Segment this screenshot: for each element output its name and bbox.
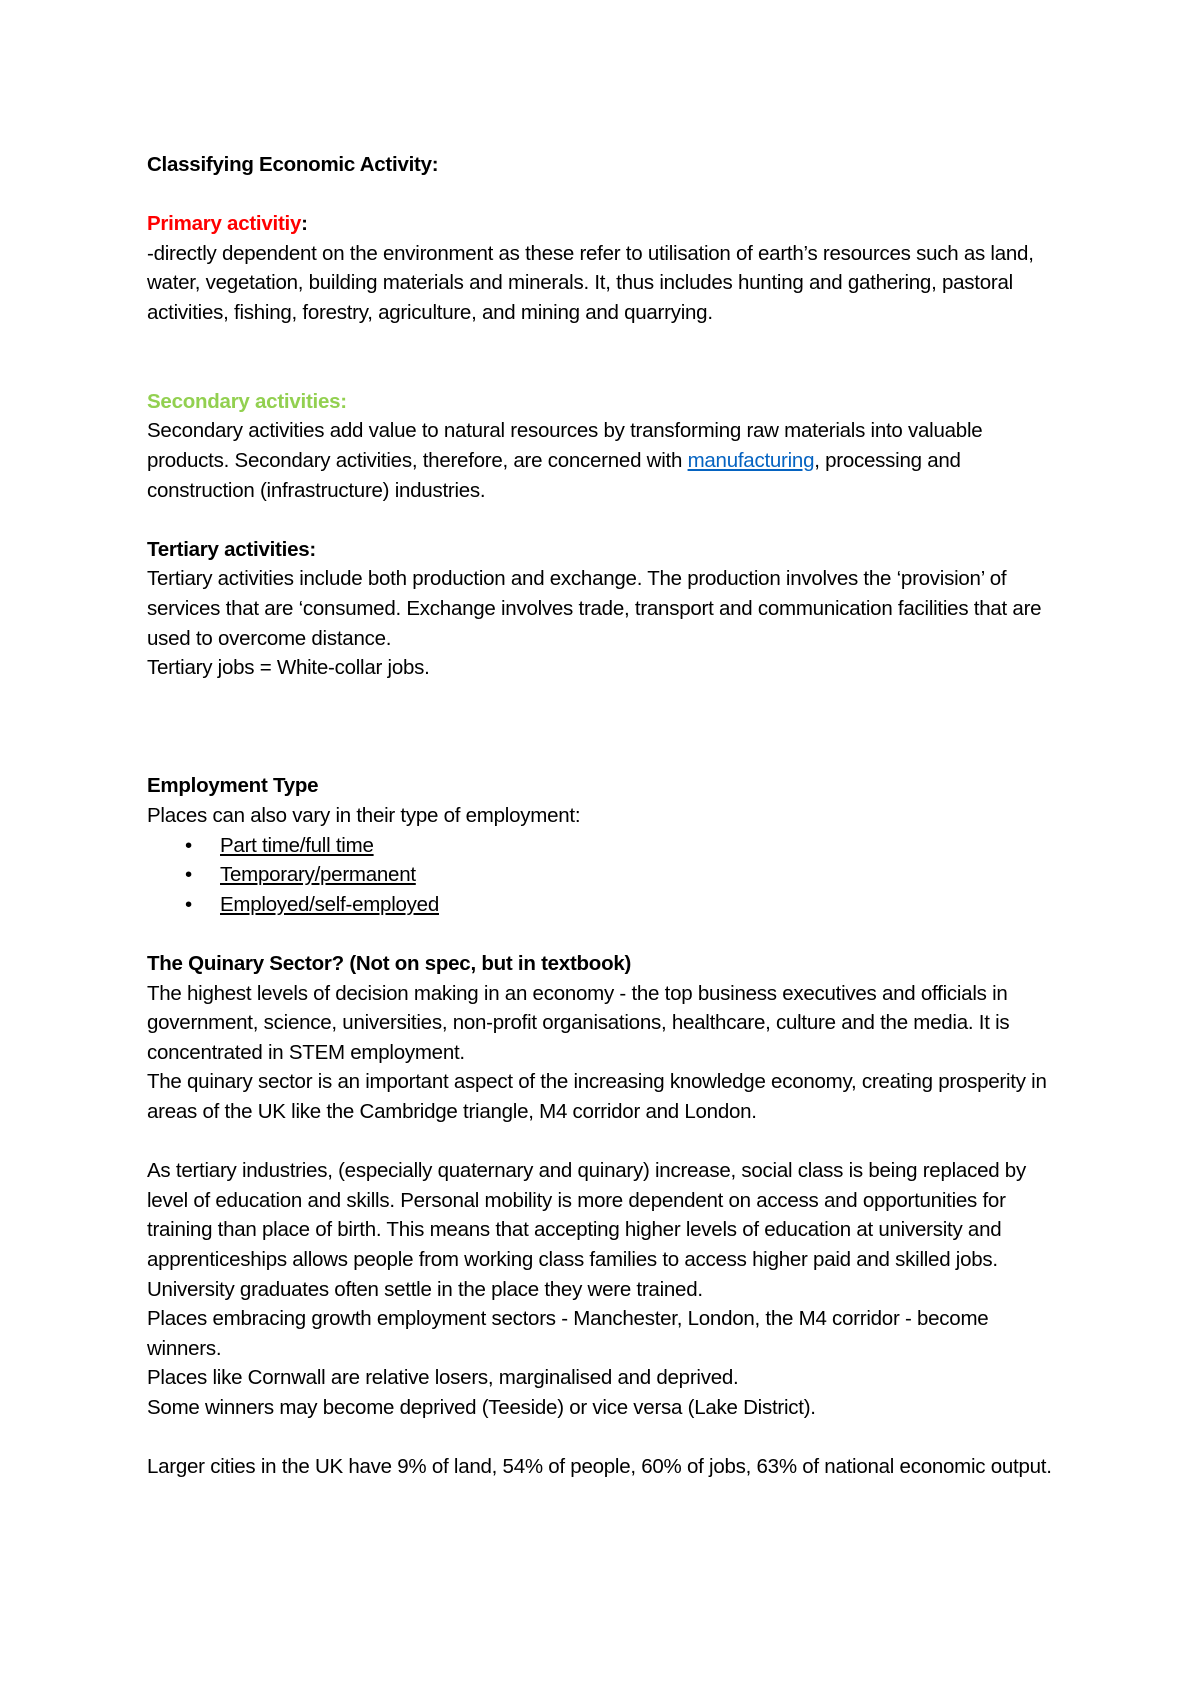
document-body <box>147 150 1067 1482</box>
bullet-icon: • <box>185 863 192 887</box>
spacer <box>147 505 1067 535</box>
social-paragraph-2: Places embracing growth employment sectors - Manchester, London, the M4 corridor - become winners. <box>147 1307 989 1360</box>
spacer <box>147 1423 1067 1453</box>
manufacturing-link[interactable]: manufacturing <box>687 448 815 472</box>
secondary-heading: Secondary activities: <box>147 389 347 413</box>
employment-list <box>147 831 1067 920</box>
employment-intro: Places can also vary in their type of employment: <box>147 804 581 828</box>
social-paragraph-1: As tertiary industries, (especially quaternary and quinary) increase, social class is being replaced by level of education and skills. Personal mobility is more dependent on access and opportunities for training than place of birth. This means that accepting higher levels of education at university and apprenticeships allows people from working class families to access higher paid and skilled jobs. University graduates often settle in the place they were trained. <box>147 1159 1026 1301</box>
spacer <box>147 1127 1067 1157</box>
bullet-icon: • <box>185 892 192 916</box>
list-item <box>147 831 1067 861</box>
secondary-body-tail: , processing and construction (infrastructure) industries. <box>147 448 961 502</box>
list-item-text: Part time/full time <box>220 833 374 857</box>
social-paragraph-3: Places like Cornwall are relative losers, marginalised and deprived. <box>147 1366 739 1390</box>
primary-heading <box>147 209 1067 239</box>
primary-heading-colon: : <box>301 212 308 236</box>
bullet-icon: • <box>185 833 192 857</box>
secondary-body-text: Secondary activities add value to natural resources by transforming raw materials into valuable products. Secondary activities, therefore, are concerned with <box>147 419 983 472</box>
list-item-text: Temporary/permanent <box>220 863 416 887</box>
secondary-body <box>147 416 1067 505</box>
spacer <box>147 328 1067 387</box>
spacer <box>147 683 1067 772</box>
list-item <box>147 860 1067 890</box>
tertiary-note: Tertiary jobs = White-collar jobs. <box>147 656 430 680</box>
list-item <box>147 890 1067 920</box>
employment-heading: Employment Type <box>147 774 319 798</box>
quinary-heading: The Quinary Sector? (Not on spec, but in textbook) <box>147 952 632 976</box>
spacer <box>147 180 1067 210</box>
cities-paragraph: Larger cities in the UK have 9% of land, 54% of people, 60% of jobs, 63% of national economic output. <box>147 1455 1052 1479</box>
list-item-text: Employed/self-employed <box>220 892 439 916</box>
tertiary-body: Tertiary activities include both production and exchange. The production involves the ‘provision’ of services that are ‘consumed. Exchange involves trade, transport and communication facilities that are used to overcome distance. <box>147 567 1042 650</box>
quinary-paragraph-2: The quinary sector is an important aspect of the increasing knowledge economy, creating prosperity in areas of the UK like the Cambridge triangle, M4 corridor and London. <box>147 1070 1047 1124</box>
social-paragraph-4: Some winners may become deprived (Teeside) or vice versa (Lake District). <box>147 1395 816 1419</box>
tertiary-heading: Tertiary activities: <box>147 537 316 561</box>
primary-body: -directly dependent on the environment as these refer to utilisation of earth’s resources such as land, water, vegetation, building materials and minerals. It, thus includes hunting and gathering, pastoral activities, fishing, forestry, agriculture, and mining and quarrying. <box>147 241 1034 324</box>
document-title: Classifying Economic Activity: <box>147 153 439 176</box>
spacer <box>147 919 1067 949</box>
primary-heading-text: Primary activitiy <box>147 212 302 236</box>
quinary-paragraph-1: The highest levels of decision making in an economy - the top business executives and officials in government, science, universities, non-profit organisations, healthcare, culture and the media. It is concentrated in STEM employment. <box>147 981 1010 1064</box>
